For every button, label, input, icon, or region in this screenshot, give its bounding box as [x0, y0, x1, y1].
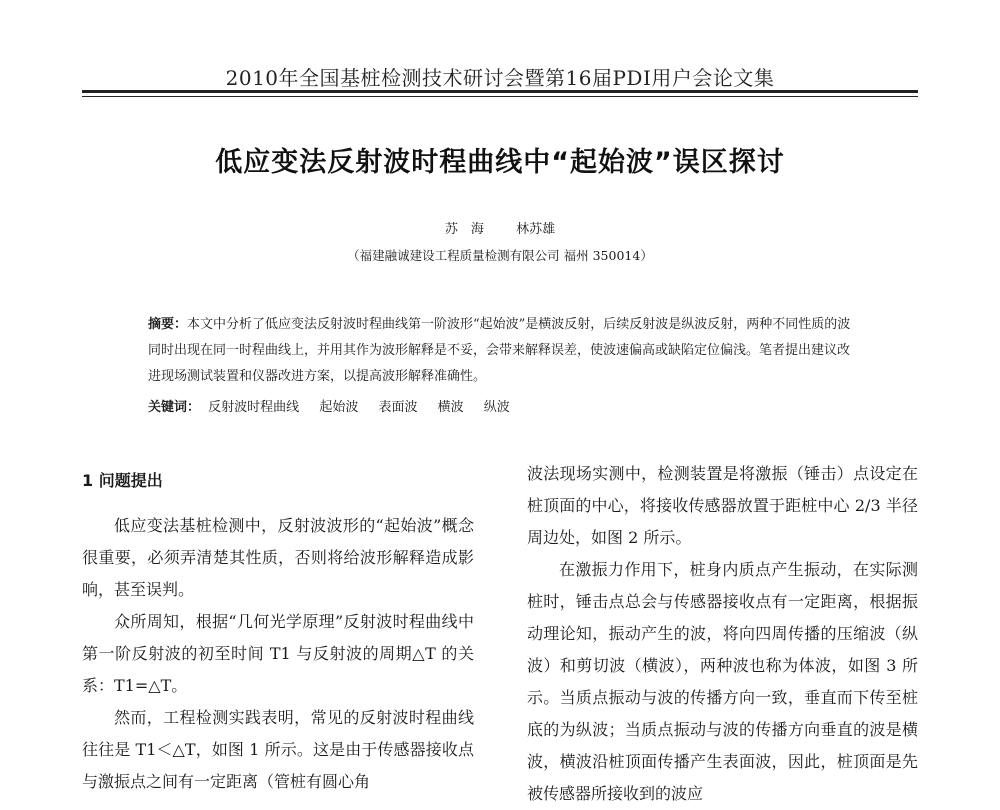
author-1: 苏 海 [444, 222, 484, 237]
keyword: 起始波 [319, 400, 359, 415]
keywords [148, 396, 858, 415]
header-rule-thick [82, 90, 918, 93]
authors [0, 218, 1000, 237]
keyword: 表面波 [378, 400, 418, 415]
abstract [148, 312, 858, 390]
author-2: 林苏雄 [516, 222, 556, 237]
abstract-text: 本文中分析了低应变法反射波时程曲线第一阶波形“起始波”是横波反射，后续反射波是纵波反射，两种不同性质的波同时出现在同一时程曲线上，并用其作为波形解释是不妥，会带来解释误差，使波速偏高或缺陷定位偏浅。笔者提出建议改进现场测试装置和仪器改进方案，以提高波形解释准确性。 [148, 317, 851, 384]
paragraph: 在激振力作用下，桩身内质点产生振动，在实际测桩时，锤击点总会与传感器接收点有一定距离，根据振动理论知，振动产生的波，将向四周传播的压缩波（纵波）和剪切波（横波），两种波也称为体波，如图 3 所示。当质点振动与波的传播方向一致，垂直而下传至桩底的为纵波；当质点振动与波的传播方向垂直的波是横波，横波沿桩顶面传播产生表面波，因此，桩顶面是先被传感器所接收到的波应 [527, 560, 918, 803]
paragraph: 低应变法基桩检测中，反射波波形的“起始波”概念很重要，必须弄清楚其性质，否则将给波形解释造成影响，甚至误判。 [82, 516, 474, 599]
keyword: 纵波 [483, 400, 510, 415]
paragraph: 然而，工程检测实践表明，常见的反射波时程曲线往往是 T1＜△T，如图 1 所示。这是由于传感器接收点与激振点之间有一定距离（管桩有圆心角 [82, 708, 474, 791]
header-rule-thin [82, 96, 918, 97]
running-head: 2010年全国基桩检测技术研讨会暨第16届PDI用户会论文集 [225, 66, 775, 90]
paragraph: 波法现场实测中，检测装置是将激振（锤击）点设定在桩顶面的中心，将接收传感器放置于距桩中心 2/3 半径周边处，如图 2 所示。 [527, 464, 918, 547]
section-heading: 1 问题提出 [82, 471, 163, 490]
keywords-label: 关键词： [148, 400, 201, 415]
affiliation: （福建融诚建设工程质量检测有限公司 福州 350014） [347, 248, 653, 263]
keyword: 横波 [437, 400, 464, 415]
right-column [527, 458, 918, 810]
left-column [82, 468, 474, 798]
paragraph: 众所周知，根据“几何光学原理”反射波时程曲线中第一阶反射波的初至时间 T1 与反射波的周期△T 的关系：T1=△T。 [82, 612, 474, 695]
abstract-label: 摘要： [148, 317, 188, 332]
keyword: 反射波时程曲线 [208, 400, 300, 415]
paper-title: 低应变法反射波时程曲线中“起始波”误区探讨 [215, 147, 785, 178]
